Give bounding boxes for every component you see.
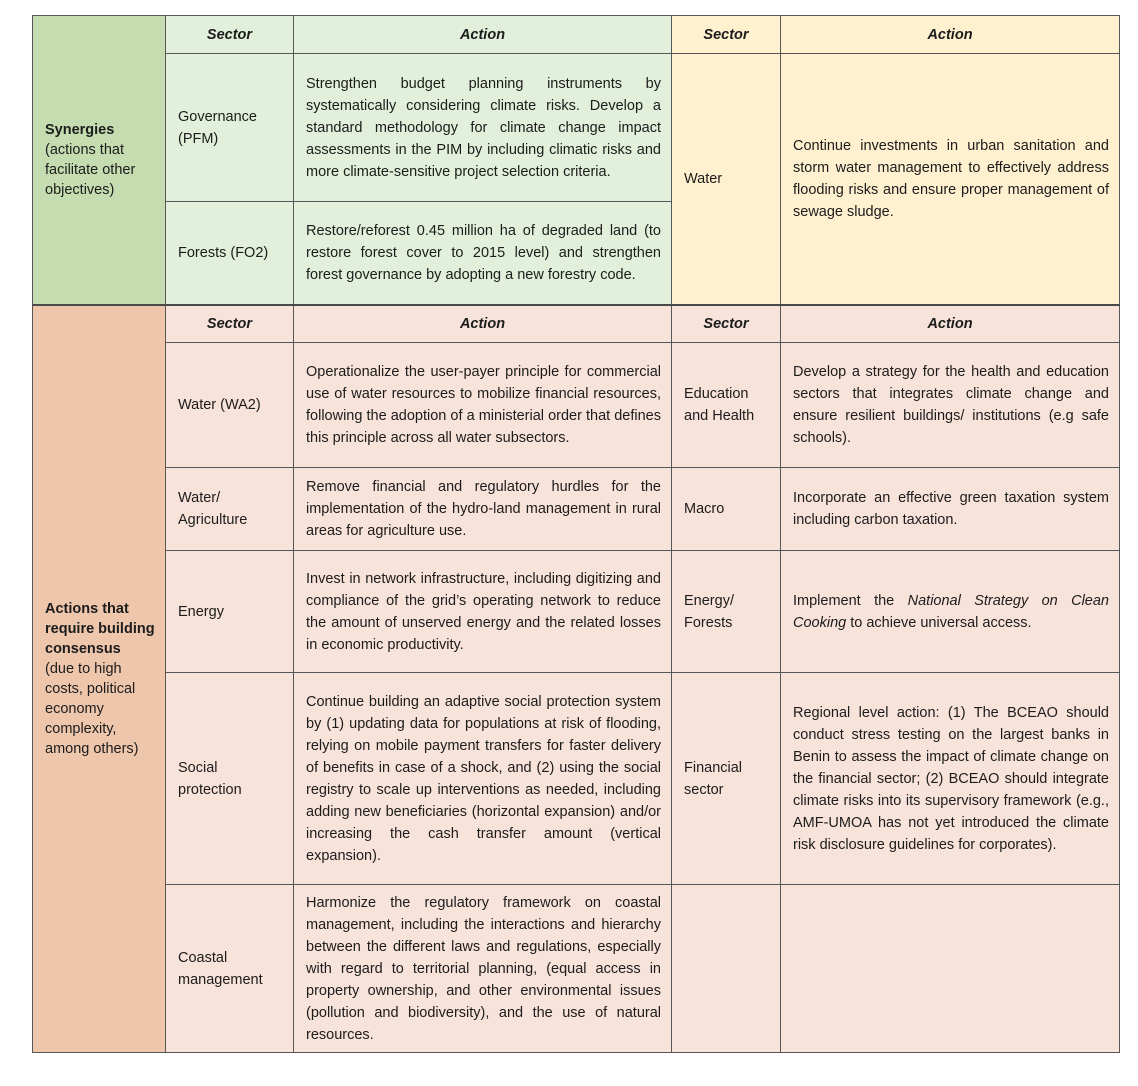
sector-cell: Energy — [166, 551, 294, 673]
sector-cell-right: Water — [672, 54, 781, 305]
action-cell-right: Continue investments in urban sanitation and storm water management to effectively address flooding risks and ensure proper management of sewage sludge. — [781, 54, 1120, 305]
sector-cell: Water/ Agriculture — [166, 468, 294, 551]
sector-cell-right: Energy/ Forests — [672, 551, 781, 673]
sector-cell: Water (WA2) — [166, 343, 294, 468]
sector-cell-right — [672, 885, 781, 1053]
action-cell: Restore/reforest 0.45 million ha of degraded land (to restore forest cover to 2015 level) and strengthen forest governance by adopting a new forestry code. — [294, 202, 672, 305]
consensus-row — [33, 343, 1120, 468]
consensus-action-header: Action — [294, 305, 672, 343]
consensus-row — [33, 468, 1120, 551]
sector-cell-right: Financial sector — [672, 673, 781, 885]
sector-cell-right: Macro — [672, 468, 781, 551]
action-cell-right: Incorporate an effective green taxation system including carbon taxation. — [781, 468, 1120, 551]
action-cell-right — [781, 551, 1120, 673]
synergies-action-header: Action — [294, 16, 672, 54]
synergies-action-header-right: Action — [781, 16, 1120, 54]
consensus-group-label — [33, 305, 166, 1053]
action-cell-right: Regional level action: (1) The BCEAO should conduct stress testing on the largest banks in Benin to assess the impact of climate change on the financial sector; (2) BCEAO should integrate climate risks into its supervisory framework (e.g., AMF-UMOA has not yet introduced the climate risk disclosure guidelines for corporates). — [781, 673, 1120, 885]
action-cell: Continue building an adaptive social protection system by (1) updating data for populations at risk of flooding, relying on mobile payment transfers for faster delivery of benefits in case of a shock, and (2) using the social registry to scale up interventions as needed, including adding new beneficiaries (horizontal expansion) and/or increasing the cash transfer amount (vertical expansion). — [294, 673, 672, 885]
action-cell-right — [781, 885, 1120, 1053]
synergies-sector-header-right: Sector — [672, 16, 781, 54]
consensus-row — [33, 885, 1120, 1053]
consensus-header-row — [33, 305, 1120, 343]
action-cell: Operationalize the user-payer principle for commercial use of water resources to mobilize financial resources, following the adoption of a ministerial order that defines this principle across all water subsectors. — [294, 343, 672, 468]
action-cell: Strengthen budget planning instruments by systematically considering climate risks. Develop a standard methodology for climate change impact assessments in the PIM by including climatic risks and more climate-sensitive project selection criteria. — [294, 54, 672, 202]
policy-actions-table — [32, 15, 1120, 1053]
sector-cell: Coastal management — [166, 885, 294, 1053]
synergies-label-bold: Synergies — [45, 121, 115, 138]
action-cell: Harmonize the regulatory framework on coastal management, including the interactions and hierarchy between the different laws and regulations, especially with regard to territorial planning, (equal access in property ownership, and other environmental issues (pollution and biodiversity), and the use of natural resources. — [294, 885, 672, 1053]
synergies-sector-header: Sector — [166, 16, 294, 54]
synergies-group-label — [33, 16, 166, 305]
consensus-row — [33, 551, 1120, 673]
sector-cell: Governance (PFM) — [166, 54, 294, 202]
consensus-sector-header-right: Sector — [672, 305, 781, 343]
synergies-label-desc: (actions that facilitate other objectives) — [45, 141, 136, 198]
strategy-title: National Strategy on Clean Cooking — [793, 592, 1109, 631]
sector-cell: Social protection — [166, 673, 294, 885]
sector-cell: Forests (FO2) — [166, 202, 294, 305]
consensus-sector-header: Sector — [166, 305, 294, 343]
consensus-label-desc: (due to high costs, political economy complexity, among others) — [45, 660, 139, 757]
action-cell: Remove financial and regulatory hurdles for the implementation of the hydro-land management in rural areas for agriculture use. — [294, 468, 672, 551]
action-text: Implement the — [793, 592, 908, 609]
action-cell-right: Develop a strategy for the health and education sectors that integrates climate change and ensure resilient buildings/ institutions (e.g safe schools). — [781, 343, 1120, 468]
consensus-action-header-right: Action — [781, 305, 1120, 343]
action-cell: Invest in network infrastructure, including digitizing and compliance of the grid’s operating network to reduce the amount of unserved energy and the related losses in economic productivity. — [294, 551, 672, 673]
sector-cell-right: Education and Health — [672, 343, 781, 468]
consensus-label-bold: Actions that require building consensus — [45, 600, 155, 657]
synergies-header-row — [33, 16, 1120, 54]
consensus-row — [33, 673, 1120, 885]
synergies-row — [33, 54, 1120, 202]
action-text: to achieve universal access. — [846, 614, 1032, 631]
